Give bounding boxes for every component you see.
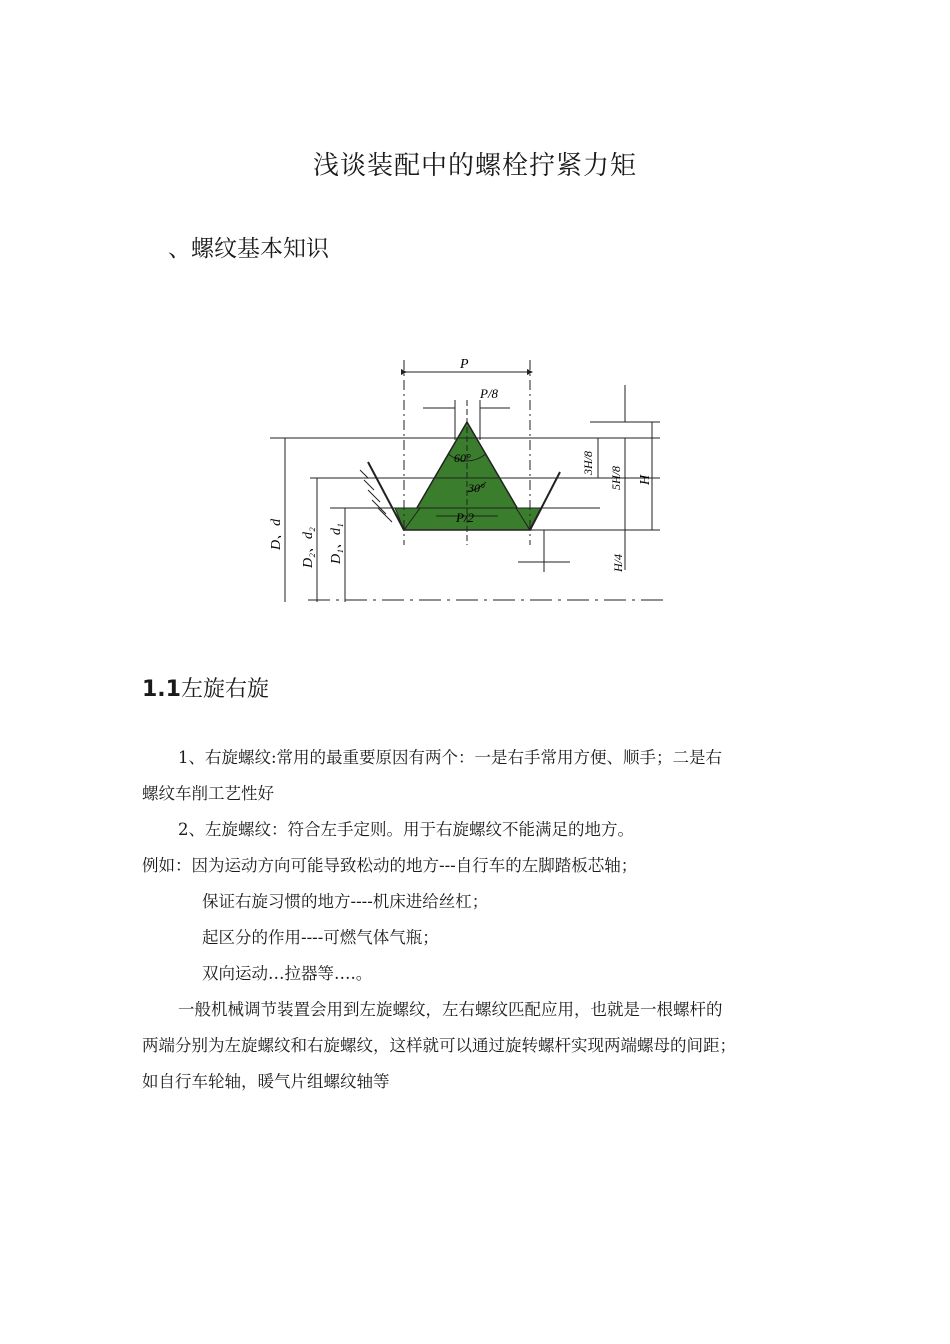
subsection-title: 左旋右旋 xyxy=(180,677,269,702)
label-H: H xyxy=(638,474,653,485)
paragraph-line-8: 一般机械调节装置会用到左旋螺纹，左右螺纹匹配应用，也就是一根螺杆的 xyxy=(178,1000,723,1019)
label-H4: H/4 xyxy=(611,554,625,572)
section-heading: 、螺纹基本知识 xyxy=(168,236,329,262)
paragraph-line-1: 1、右旋螺纹:常用的最重要原因有两个：一是右手常用方便、顺手；二是右 xyxy=(178,748,723,767)
paragraph-line-9: 两端分别为左旋螺纹和右旋螺纹，这样就可以通过旋转螺杆实现两端螺母的间距； xyxy=(142,1036,736,1055)
subsection-heading xyxy=(142,672,269,703)
paragraph-line-2: 螺纹车削工艺性好 xyxy=(142,784,274,803)
label-30: 30° xyxy=(468,481,485,495)
label-Dd: D、d xyxy=(269,518,284,550)
label-D1d1: D₁、d₁ xyxy=(329,523,344,564)
label-P: P xyxy=(460,357,469,372)
paragraph-line-5: 保证右旋习惯的地方----机床进给丝杠； xyxy=(202,892,489,911)
label-3H8: 3H/8 xyxy=(581,451,595,475)
document-title: 浅谈装配中的螺栓拧紧力矩 xyxy=(312,151,637,181)
paragraph-line-6: 起区分的作用----可燃气体气瓶； xyxy=(202,928,439,947)
label-D2d2: D₂、d₂ xyxy=(301,527,316,568)
paragraph-line-10: 如自行车轮轴，暖气片组螺纹轴等 xyxy=(142,1072,390,1091)
paragraph-line-7: 双向运动…拉器等….。 xyxy=(202,964,373,983)
paragraph-line-4: 例如：因为运动方向可能导致松动的地方---自行车的左脚踏板芯轴； xyxy=(142,856,638,875)
subsection-number: 1.1 xyxy=(142,677,181,702)
thread-profile-diagram xyxy=(260,350,680,615)
paragraph-line-3: 2、左旋螺纹：符合左手定则。用于右旋螺纹不能满足的地方。 xyxy=(178,820,634,839)
label-P8: P/8 xyxy=(480,386,499,401)
label-60: 60° xyxy=(454,451,471,465)
label-5H8: 5H/8 xyxy=(609,466,623,490)
right-flank xyxy=(530,472,560,530)
label-P2: P/2 xyxy=(456,510,475,525)
thread-profile-svg xyxy=(260,350,680,615)
